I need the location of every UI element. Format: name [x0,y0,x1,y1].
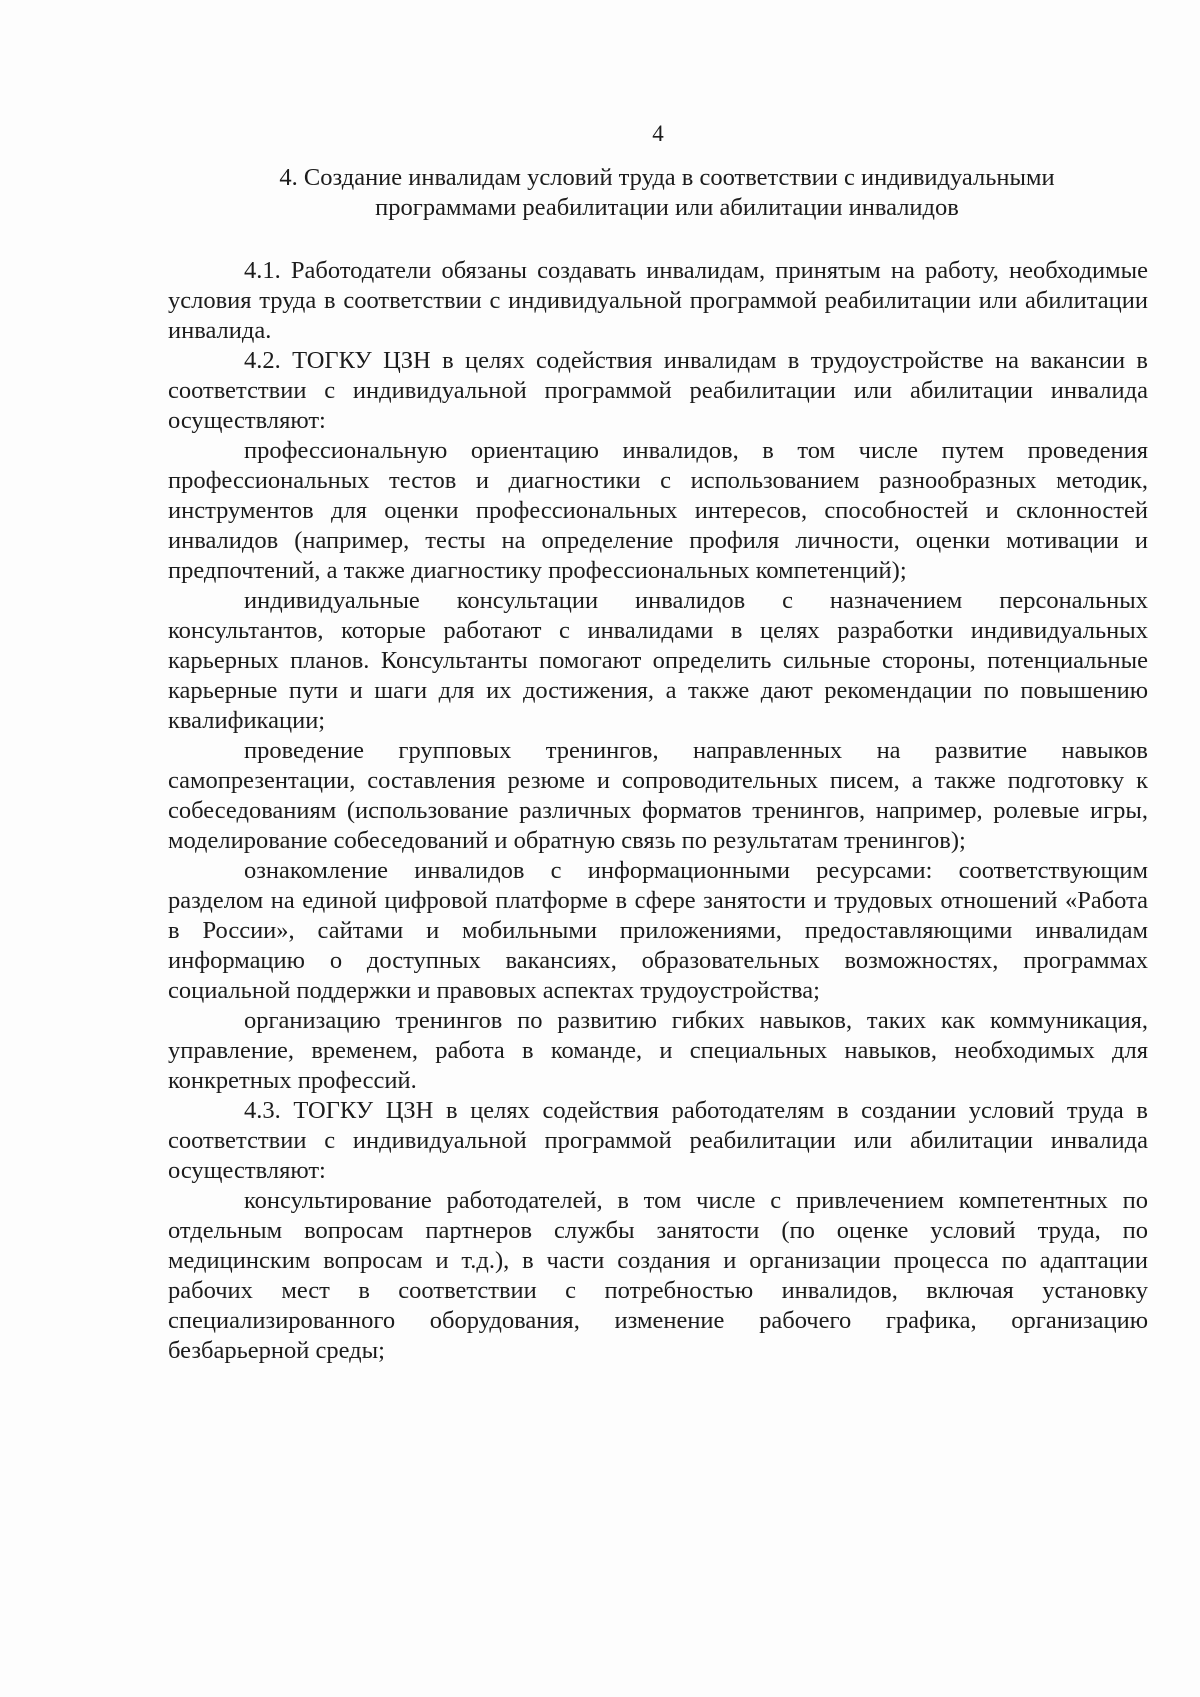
paragraph-employer-consulting: консультирование работодателей, в том числе с привлечением компетентных по отдельным вопросам партнеров службы занятости (по оценке условий труда, по медицинским вопросам и т.д.), в части создания и организации процесса по адаптации рабочих мест в соответствии с потребностью инвалидов, включая установку специализированного оборудования, изменение рабочего графика, организацию безбарьерной среды; [168,1187,1148,1364]
document-body [168,256,1148,1366]
section-title-line-2: программами реабилитации или абилитации инвалидов [375,194,959,221]
paragraph-individual-consultations: индивидуальные консультации инвалидов с назначением персональных консультантов, которые работают с инвалидами в целях разработки индивидуальных карьерных планов. Консультанты помогают определить сильные стороны, потенциальные карьерные пути и шаги для их достижения, а также дают рекомендации по повышению квалификации; [168,587,1148,734]
paragraph-group-trainings: проведение групповых тренингов, направленных на развитие навыков самопрезентации, составления резюме и сопроводительных писем, а также подготовку к собеседованиям (использование различных форматов тренингов, например, ролевые игры, моделирование собеседований и обратную связь по результатам тренингов); [168,737,1148,854]
paragraph-career-guidance: профессиональную ориентацию инвалидов, в том числе путем проведения профессиональных тестов и диагностики с использованием разнообразных методик, инструментов для оценки профессиональных интересов, способностей и склонностей инвалидов (например, тесты на определение профиля личности, оценки мотивации и предпочтений, а также диагностику профессиональных компетенций); [168,437,1148,584]
page-number: 4 [652,121,664,146]
section-title-line-1: 4. Создание инвалидам условий труда в соответствии с индивидуальными [279,164,1055,191]
paragraph-soft-skills-trainings: организацию тренингов по развитию гибких навыков, таких как коммуникация, управление, временем, работа в команде, и специальных навыков, необходимых для конкретных профессий. [168,1007,1148,1094]
paragraph-4-2: 4.2. ТОГКУ ЦЗН в целях содействия инвалидам в трудоустройстве на вакансии в соответствии с индивидуальной программой реабилитации или абилитации инвалида осуществляют: [168,347,1148,434]
section-title [168,163,1166,223]
paragraph-4-1: 4.1. Работодатели обязаны создавать инвалидам, принятым на работу, необходимые условия труда в соответствии с индивидуальной программой реабилитации или абилитации инвалида. [168,257,1148,344]
paragraph-4-3: 4.3. ТОГКУ ЦЗН в целях содействия работодателям в создании условий труда в соответствии с индивидуальной программой реабилитации или абилитации инвалида осуществляют: [168,1097,1148,1184]
paragraph-information-resources: ознакомление инвалидов с информационными ресурсами: соответствующим разделом на единой цифровой платформе в сфере занятости и трудовых отношений «Работа в России», сайтами и мобильными приложениями, предоставляющими инвалидам информацию о доступных вакансиях, образовательных возможностях, программах социальной поддержки и правовых аспектах трудоустройства; [168,857,1148,1004]
